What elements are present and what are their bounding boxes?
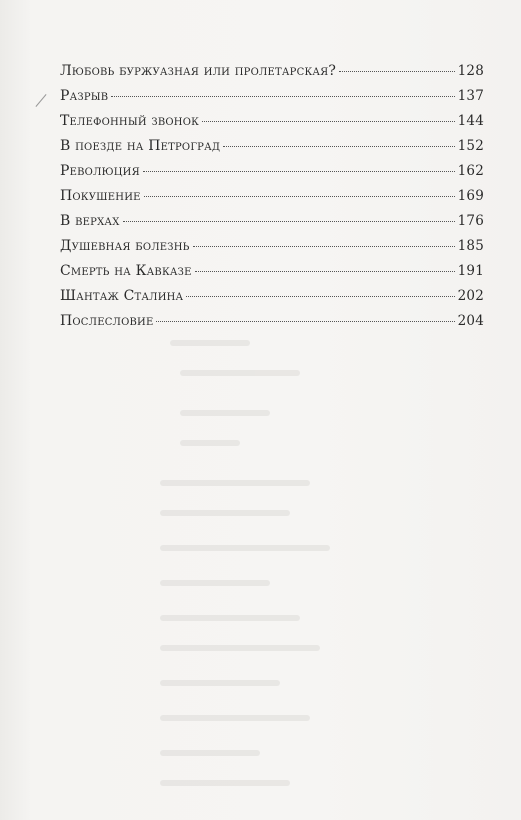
- toc-entry-page: 162: [457, 163, 484, 179]
- toc-entry-page: 185: [457, 238, 484, 254]
- toc-dot-leader: [195, 271, 455, 272]
- toc-dot-leader: [143, 171, 455, 172]
- toc-entry-page: 191: [457, 263, 484, 279]
- toc-entry-title: Революция: [60, 163, 140, 179]
- toc-dot-leader: [223, 146, 454, 147]
- toc-dot-leader: [339, 71, 454, 72]
- toc-entry-title: Шантаж Сталина: [60, 288, 184, 304]
- toc-entry-page: 152: [457, 138, 484, 154]
- table-of-contents: [60, 63, 484, 338]
- toc-entry: [60, 263, 484, 288]
- toc-entry-title: Любовь буржуазная или пролетарская?: [60, 63, 337, 79]
- toc-entry: [60, 288, 484, 313]
- toc-entry: [60, 163, 484, 188]
- toc-dot-leader: [123, 221, 455, 222]
- toc-entry-title: В верхах: [60, 213, 120, 229]
- toc-dot-leader: [193, 246, 455, 247]
- toc-entry: [60, 188, 484, 213]
- toc-entry: [60, 113, 484, 138]
- toc-entry-page: 204: [457, 313, 484, 329]
- toc-entry-title: Разрыв: [60, 88, 109, 104]
- toc-entry: [60, 88, 484, 113]
- toc-entry: [60, 63, 484, 88]
- toc-entry: [60, 238, 484, 263]
- toc-dot-leader: [156, 321, 454, 322]
- toc-entry-page: 137: [457, 88, 484, 104]
- pencil-mark: [35, 94, 46, 107]
- toc-entry-title: Телефонный звонок: [60, 113, 200, 129]
- toc-entry: [60, 313, 484, 338]
- toc-dot-leader: [111, 96, 454, 97]
- toc-entry-page: 169: [457, 188, 484, 204]
- toc-entry: [60, 213, 484, 238]
- toc-entry-title: В поезде на Петроград: [60, 138, 221, 154]
- toc-entry: [60, 138, 484, 163]
- toc-entry-page: 144: [457, 113, 484, 129]
- toc-entry-page: 128: [457, 63, 484, 79]
- toc-entry-page: 202: [457, 288, 484, 304]
- toc-entry-page: 176: [457, 213, 484, 229]
- toc-entry-title: Смерть на Кавказе: [60, 263, 192, 279]
- toc-dot-leader: [202, 121, 455, 122]
- bleed-through-text: [140, 330, 440, 800]
- toc-entry-title: Покушение: [60, 188, 141, 204]
- toc-entry-title: Послесловие: [60, 313, 154, 329]
- toc-entry-title: Душевная болезнь: [60, 238, 190, 254]
- toc-dot-leader: [186, 296, 454, 297]
- toc-dot-leader: [144, 196, 455, 197]
